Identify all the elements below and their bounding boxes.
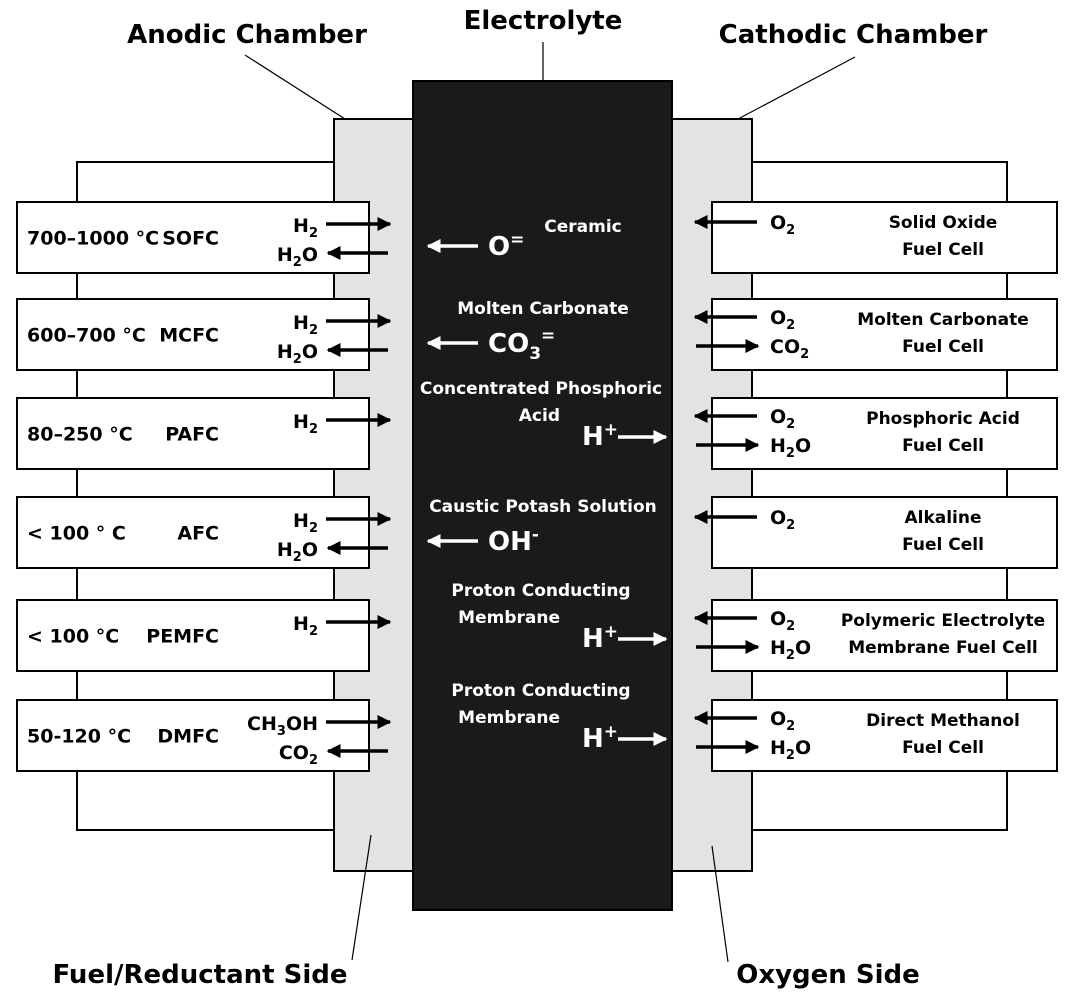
operating-temperature: < 100 ° C — [27, 522, 126, 545]
electrolyte-medium-label: Acid — [518, 406, 560, 426]
operating-temperature: 80–250 °C — [27, 423, 133, 446]
cathode-species-label: $H_2O$ — [770, 737, 812, 763]
anode-species-label: $H_2O$ — [276, 341, 318, 367]
electrolyte-medium-label: Caustic Potash Solution — [429, 497, 657, 517]
cell-type: MCFC — [159, 324, 219, 347]
cathode-species-label: $O_2$ — [770, 307, 796, 333]
electrolyte-medium-label: Membrane — [458, 608, 560, 628]
anode-species-label: $H_2$ — [293, 510, 318, 536]
operating-temperature: 600–700 °C — [27, 324, 146, 347]
cell-type: PAFC — [165, 423, 219, 446]
operating-temperature: 700–1000 °C — [27, 227, 160, 250]
cathode-box — [712, 497, 1057, 568]
electrolyte-medium-label: Ceramic — [544, 217, 622, 237]
ion-label: O= — [488, 230, 525, 262]
cathodic-chamber-label: Cathodic Chamber — [718, 20, 988, 50]
cathode-species-label: $O_2$ — [770, 708, 796, 734]
ion-label: OH- — [488, 525, 539, 557]
electrolyte-medium-label: Membrane — [458, 708, 560, 728]
fuel-reductant-side-label: Fuel/Reductant Side — [52, 960, 348, 990]
cell-type: DMFC — [157, 725, 219, 748]
anode-species-label: $CH_3OH$ — [247, 713, 318, 739]
cell-type: AFC — [177, 522, 219, 545]
electrolyte-label: Electrolyte — [463, 6, 623, 36]
operating-temperature: 50-120 °C — [27, 725, 132, 748]
fuel-cell-name: Fuel Cell — [902, 337, 984, 357]
operating-temperature: < 100 °C — [27, 625, 120, 648]
fuel-cell-name: Direct Methanol — [866, 711, 1020, 731]
fuel-cell-name: Fuel Cell — [902, 436, 984, 456]
cathode-species-label: $O_2$ — [770, 406, 796, 432]
fuel-cell-name: Molten Carbonate — [857, 310, 1029, 330]
anode-species-label: $H_2$ — [293, 411, 318, 437]
anode-species-label: $H_2O$ — [276, 244, 318, 270]
cathode-species-label: $O_2$ — [770, 507, 796, 533]
cell-type: PEMFC — [146, 625, 219, 648]
anodic-leader-line — [245, 55, 345, 119]
cathode-species-label: $O_2$ — [770, 212, 796, 238]
fuel-cell-name: Membrane Fuel Cell — [848, 638, 1038, 658]
electrolyte-medium-label: Concentrated Phosphoric — [419, 379, 663, 399]
electrolyte-medium-label: Proton Conducting — [451, 581, 631, 601]
ion-label: H+ — [582, 622, 619, 654]
anode-species-label: $H_2$ — [293, 215, 318, 241]
ion-label: H+ — [582, 420, 619, 452]
electrolyte-medium-label: Proton Conducting — [451, 681, 631, 701]
cell-type: SOFC — [162, 227, 219, 250]
anode-species-label: $H_2$ — [293, 312, 318, 338]
anode-species-label: $H_2$ — [293, 613, 318, 639]
electrolyte-medium-label: Molten Carbonate — [457, 299, 629, 319]
cathode-species-label: $O_2$ — [770, 608, 796, 634]
anode-species-label: $H_2O$ — [276, 539, 318, 565]
fuel-cell-name: Alkaline — [904, 508, 982, 528]
fuel-cell-name: Fuel Cell — [902, 738, 984, 758]
ion-label: $CO_3^=$ — [488, 326, 556, 364]
fuel-cell-name: Polymeric Electrolyte — [840, 611, 1046, 631]
anodic-chamber-label: Anodic Chamber — [127, 20, 367, 50]
cathode-box — [712, 202, 1057, 273]
fuel-cell-name: Fuel Cell — [902, 535, 984, 555]
fuel-cell-name: Fuel Cell — [902, 240, 984, 260]
electrolyte-block — [413, 81, 672, 910]
fuel-cell-name: Phosphoric Acid — [866, 409, 1020, 429]
cathode-species-label: $H_2O$ — [770, 637, 812, 663]
cathode-species-label: $CO_2$ — [770, 336, 810, 362]
fuel-cell-name: Solid Oxide — [888, 213, 998, 233]
cathode-species-label: $H_2O$ — [770, 435, 812, 461]
ion-label: H+ — [582, 722, 619, 754]
anode-species-label: $CO_2$ — [278, 742, 318, 768]
oxygen-side-label: Oxygen Side — [736, 960, 920, 990]
cathodic-leader-line — [738, 57, 855, 119]
